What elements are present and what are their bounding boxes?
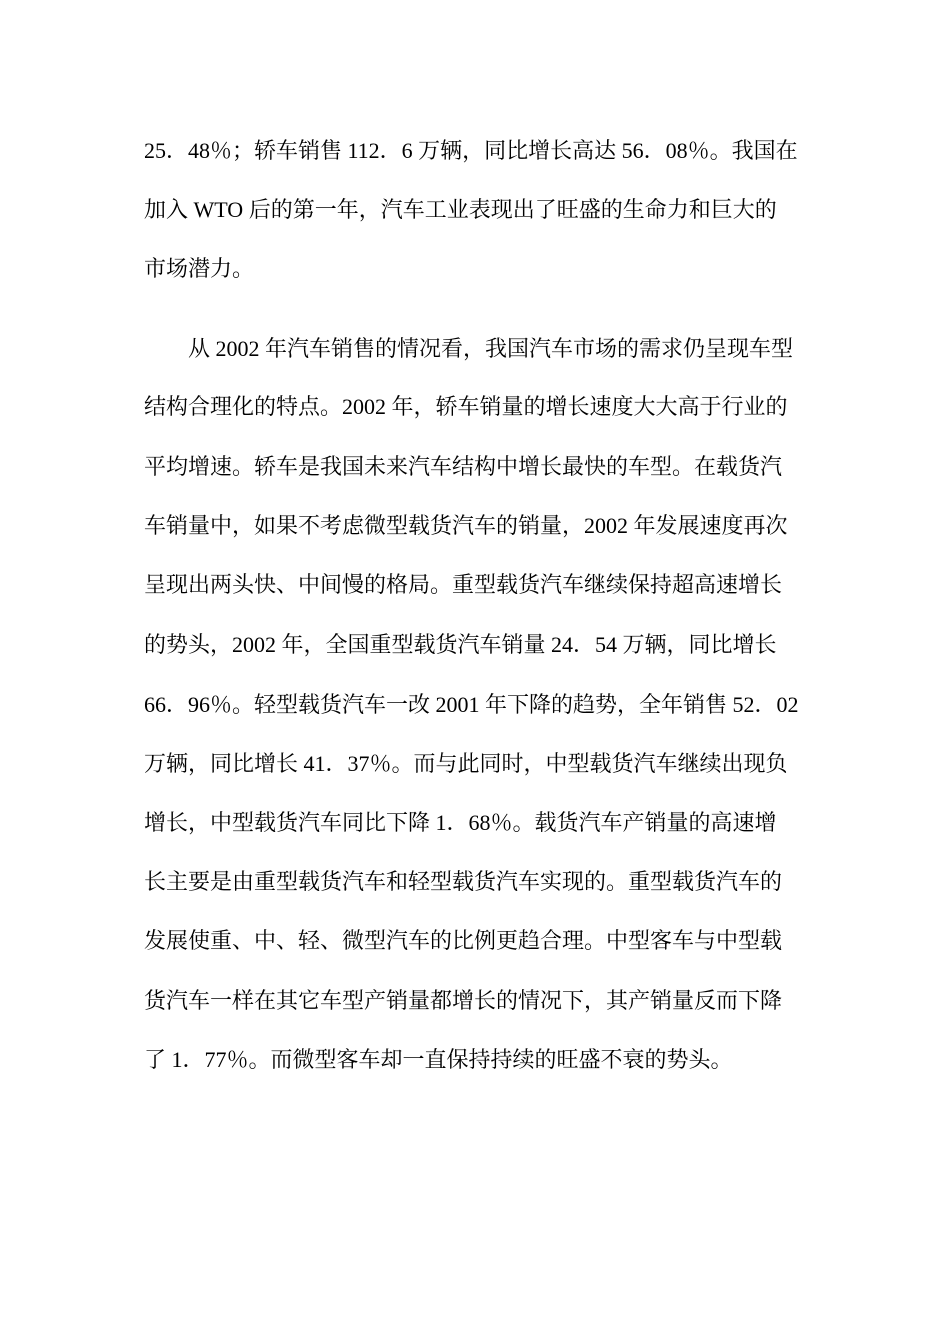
text-line: 市场潜力。 [144, 256, 255, 281]
text-line: 车销量中，如果不考虑微型载货汽车的销量，2002 年发展速度再次 [144, 513, 788, 538]
text-line: 的势头，2002 年，全国重型载货汽车销量 24．54 万辆，同比增长 [144, 632, 777, 657]
text-line: 呈现出两头快、中间慢的格局。重型载货汽车继续保持超高速增长 [144, 572, 783, 597]
text-line: 增长，中型载货汽车同比下降 1．68％。载货汽车产销量的高速增 [144, 810, 777, 835]
text-line: 25．48％；轿车销售 112．6 万辆，同比增长高达 56．08％。我国在 [144, 138, 798, 163]
text-line: 长主要是由重型载货汽车和轻型载货汽车实现的。重型载货汽车的 [144, 869, 783, 894]
text-line: 万辆，同比增长 41．37％。而与此同时，中型载货汽车继续出现负 [144, 751, 788, 776]
text-line: 加入 WTO 后的第一年，汽车工业表现出了旺盛的生命力和巨大的 [144, 197, 777, 222]
text-line: 平均增速。轿车是我国未来汽车结构中增长最快的车型。在载货汽 [144, 454, 783, 479]
text-line: 了 1．77％。而微型客车却一直保持持续的旺盛不衰的势头。 [144, 1047, 733, 1072]
text-line: 66．96％。轻型载货汽车一改 2001 年下降的趋势，全年销售 52．02 [144, 692, 799, 717]
text-line: 货汽车一样在其它车型产销量都增长的情况下，其产销量反而下降 [144, 988, 783, 1013]
text-line: 发展使重、中、轻、微型汽车的比例更趋合理。中型客车与中型载 [144, 928, 783, 953]
text-line: 从 2002 年汽车销售的情况看，我国汽车市场的需求仍呈现车型 [188, 336, 794, 361]
text-line: 结构合理化的特点。2002 年，轿车销量的增长速度大大高于行业的 [144, 394, 788, 419]
